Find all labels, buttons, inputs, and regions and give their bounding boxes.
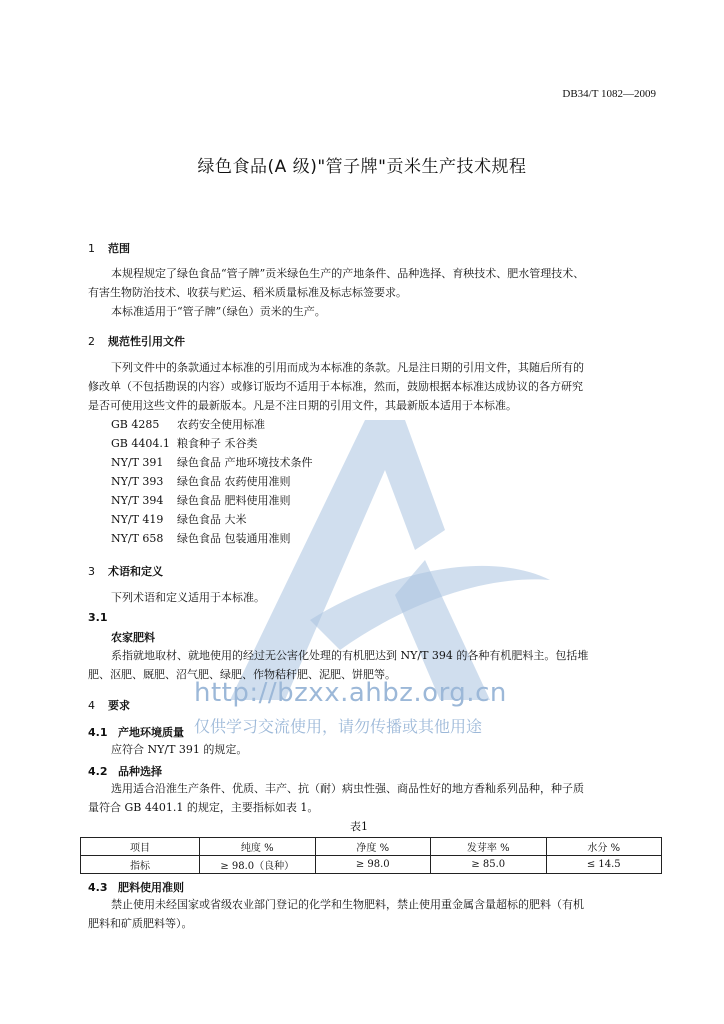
- reference-code: GB 4404.1: [111, 437, 170, 450]
- document-title: 绿色食品(A 级)"管子牌"贡米生产技术规程: [197, 157, 527, 177]
- subsection-4-2-heading: [88, 763, 162, 779]
- table-cell: 指标: [81, 856, 200, 874]
- section-4-heading: [88, 697, 130, 713]
- table-header-cell: 项目: [81, 838, 200, 856]
- paragraph-line: 量符合 GB 4401.1 的规定，主要指标如表 1。: [88, 801, 319, 814]
- paragraph-line: 选用适合沿淮生产条件、优质、丰产、抗（耐）病虫性强、商品性好的地方香籼系列品种，种子质: [111, 782, 584, 795]
- paragraph-line: 本标准适用于“管子牌”（绿色）贡米的生产。: [111, 305, 326, 318]
- reference-item: [111, 415, 313, 434]
- reference-item: [111, 472, 313, 491]
- reference-name: 绿色食品 大米: [177, 513, 247, 526]
- document-code: DB34/T 1082—2009: [562, 88, 656, 100]
- reference-item: [111, 453, 313, 472]
- section-title: 规范性引用文件: [108, 335, 185, 348]
- table-caption: 表1: [350, 820, 368, 833]
- reference-name: 绿色食品 产地环境技术条件: [177, 456, 313, 469]
- section-number: 2: [88, 335, 95, 348]
- watermark-url: http://bzxx.ahbz.org.cn: [194, 678, 507, 708]
- paragraph-line: 应符合 NY/T 391 的规定。: [111, 743, 248, 756]
- table-header-cell: 净度 %: [315, 838, 431, 856]
- subsection-number: 3.1: [88, 611, 108, 624]
- subsection-number: 4.3: [88, 881, 108, 894]
- subsection-title: 品种选择: [118, 765, 162, 778]
- subsection-number: 4.1: [88, 726, 108, 739]
- term-heading: 农家肥料: [111, 631, 155, 644]
- subsection-number: 4.2: [88, 765, 108, 778]
- reference-code: NY/T 391: [111, 456, 164, 469]
- table-cell: ≥ 85.0: [431, 856, 547, 874]
- section-title: 要求: [108, 699, 130, 712]
- reference-name: 绿色食品 农药使用准则: [177, 475, 291, 488]
- paragraph-line: 下列术语和定义适用于本标准。: [111, 591, 265, 604]
- paragraph-line: 下列文件中的条款通过本标准的引用而成为本标准的条款。凡是注日期的引用文件，其随后所有的: [111, 361, 584, 374]
- paragraph-line: 系指就地取材、就地使用的经过无公害化处理的有机肥达到 NY/T 394 的各种有机肥料主。包括堆: [111, 649, 589, 662]
- paragraph-line: 修改单（不包括勘误的内容）或修订版均不适用于本标准，然而，鼓励根据本标准达成协议的各方研究: [88, 380, 583, 393]
- reference-code: GB 4285: [111, 418, 160, 431]
- reference-item: [111, 491, 313, 510]
- paragraph-line: 本规程规定了绿色食品“管子牌”贡米绿色生产的产地条件、品种选择、育秧技术、肥水管理技术、: [111, 267, 585, 280]
- section-title: 范围: [108, 242, 130, 255]
- paragraph-line: 肥料和矿质肥料等）。: [88, 917, 193, 930]
- reference-name: 绿色食品 肥料使用准则: [177, 494, 291, 507]
- reference-list: [111, 415, 313, 548]
- section-number: 4: [88, 699, 95, 712]
- reference-name: 农药安全使用标准: [177, 418, 265, 431]
- section-2-heading: [88, 333, 185, 349]
- section-number: 1: [88, 242, 95, 255]
- section-3-heading: [88, 563, 163, 579]
- table-row: [81, 856, 662, 874]
- reference-item: [111, 529, 313, 548]
- table-header-cell: 纯度 %: [200, 838, 316, 856]
- reference-item: [111, 510, 313, 529]
- table-header-cell: 水分 %: [546, 838, 662, 856]
- paragraph-line: 肥、沤肥、厩肥、沼气肥、绿肥、作物秸秆肥、泥肥、饼肥等。: [88, 668, 396, 681]
- watermark-note: 仅供学习交流使用，请勿传播或其他用途: [194, 717, 483, 736]
- paragraph-line: 禁止使用未经国家或省级农业部门登记的化学和生物肥料，禁止使用重金属含量超标的肥料（有机: [111, 898, 584, 911]
- reference-code: NY/T 394: [111, 494, 164, 507]
- subsection-4-1-heading: [88, 724, 184, 740]
- subsection-title: 产地环境质量: [118, 726, 184, 739]
- paragraph-line: 有害生物防治技术、收获与贮运、稻米质量标准及标志标签要求。: [88, 286, 407, 299]
- section-title: 术语和定义: [108, 565, 163, 578]
- table-cell: ≥ 98.0（良种）: [200, 856, 316, 874]
- table-header-row: [81, 838, 662, 856]
- reference-name: 绿色食品 包装通用准则: [177, 532, 291, 545]
- table-cell: ≤ 14.5: [546, 856, 662, 874]
- table-cell: ≥ 98.0: [315, 856, 431, 874]
- reference-code: NY/T 419: [111, 513, 164, 526]
- section-1-heading: [88, 240, 130, 256]
- table-header-cell: 发芽率 %: [431, 838, 547, 856]
- subsection-title: 肥料使用准则: [118, 881, 184, 894]
- reference-item: [111, 434, 313, 453]
- seed-quality-table: [80, 837, 662, 874]
- reference-name: 粮食种子 禾谷类: [177, 437, 258, 450]
- reference-code: NY/T 658: [111, 532, 164, 545]
- reference-code: NY/T 393: [111, 475, 164, 488]
- section-number: 3: [88, 565, 95, 578]
- subsection-4-3-heading: [88, 879, 184, 895]
- paragraph-line: 是否可使用这些文件的最新版本。凡是不注日期的引用文件，其最新版本适用于本标准。: [88, 399, 517, 412]
